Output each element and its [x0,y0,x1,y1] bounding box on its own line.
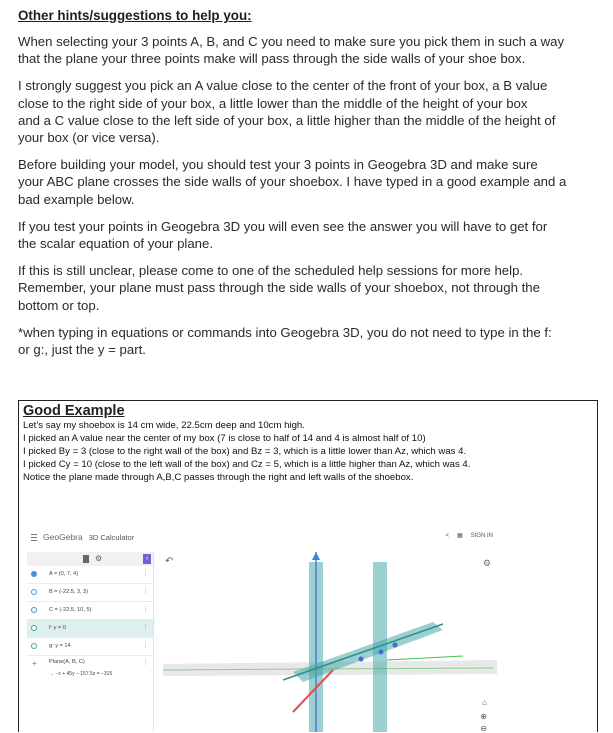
calculator-icon[interactable] [83,555,89,563]
paragraph-line: Before building your model, you should test your 3 points in Geogebra 3D and make sure [18,157,538,173]
algebra-row[interactable] [27,620,153,638]
zoom-out-icon[interactable]: ⊖ [480,724,487,733]
paragraph-line: or g:, just the y = part. [18,342,146,358]
view-settings-icon[interactable]: ⚙ [482,558,491,568]
algebra-expression: A = (0, 7, 4) [49,571,79,577]
paragraph-line: I strongly suggest you pick an A value close to the center of the front of your box, a B value [18,78,548,94]
plane-row[interactable] [27,656,153,684]
algebra-row[interactable] [27,602,153,620]
paragraph [18,262,598,314]
algebra-expression: g: y = 14 [49,643,71,649]
more-icon[interactable]: ⋮ [142,624,149,631]
visibility-toggle-icon[interactable] [31,607,37,613]
paragraph [18,324,598,358]
algebra-row[interactable] [27,584,153,602]
zoom-in-icon[interactable]: ⊕ [480,712,487,721]
paragraph-line: bad example below. [18,191,135,207]
home-icon[interactable]: ⌂ [482,698,487,707]
point-b [379,650,384,655]
plane-equation: → −x + 45y − 157.5z = −315 [49,671,113,677]
geogebra-toolbar [27,528,497,546]
good-example-title: Good Example [23,403,125,419]
paragraph [18,156,598,208]
more-icon[interactable]: ⋮ [142,642,149,649]
apps-grid-icon[interactable]: ▦ [456,533,463,539]
more-icon[interactable]: ⋮ [142,570,149,577]
paragraph-line: and a C value close to the left side of your box, a little higher than the middle of the height of [18,112,556,128]
graphics-3d-view[interactable] [163,552,497,732]
app-subtitle: 3D Calculator [88,532,135,542]
example-line: Let’s say my shoebox is 14 cm wide, 22.5cm deep and 10cm high. [23,420,305,431]
paragraph-line: close to the right side of your box, a little lower than the middle of the height of your box [18,95,528,111]
paragraph-line: your box (or vice versa). [18,130,160,146]
algebra-expression: f: y = 0 [49,625,66,631]
algebra-expression: B = (-22.5, 3, 3) [49,589,89,595]
more-icon[interactable]: ⋮ [142,659,149,666]
menu-icon[interactable] [31,534,37,541]
paragraph-line: When selecting your 3 points A, B, and C you need to make sure you pick them in such a way [18,34,565,49]
paragraph-line: the scalar equation of your plane. [18,236,214,252]
paragraph-line: that the plane your three points make will pass through the side walls of your shoe box. [18,51,526,67]
app-title: GeoGebra [43,532,83,542]
document-body [18,8,598,368]
paragraph-line: If this is still unclear, please come to one of the scheduled help sessions for more help. [18,263,524,279]
point-a [359,657,364,662]
example-line: Notice the plane made through A,B,C passes through the right and left walls of the shoebox. [23,472,414,483]
visibility-toggle-icon[interactable] [31,643,37,649]
visibility-toggle-icon[interactable] [31,571,37,577]
paragraph-line: your ABC plane crosses the side walls of your shoebox. I have typed in a good example and a [18,174,567,190]
share-icon[interactable]: < [445,532,449,539]
plus-icon[interactable]: + [32,659,37,668]
page-heading: Other hints/suggestions to help you: [18,8,252,23]
paragraph [18,77,598,146]
algebra-row[interactable] [27,566,153,584]
algebra-view [27,552,154,732]
paragraph-line: If you test your points in Geogebra 3D you will even see the answer you will have to get for [18,218,548,234]
collapse-icon[interactable]: ‹ [143,554,151,564]
settings-icon[interactable]: ⚙ [95,554,103,563]
paragraph-line: *when typing in equations or commands into Geogebra 3D, you do not need to type in the f: [18,324,552,340]
algebra-expression: C = (-22.5, 10, 5) [49,607,92,613]
more-icon[interactable]: ⋮ [142,606,149,613]
algebra-header [27,552,153,566]
plane-command: Plane(A, B, C) [49,659,85,665]
example-line: I picked Cy = 10 (close to the left wall of the box) and Cz = 5, which is a little higher than Az, which was 4. [23,459,471,470]
visibility-toggle-icon[interactable] [31,589,37,595]
paragraph [18,218,598,252]
z-axis-arrow [312,552,320,560]
paragraph-line: bottom or top. [18,297,100,313]
paragraph [18,33,598,67]
undo-icon[interactable]: ↶ [165,556,174,567]
right-line [387,656,463,660]
point-c [393,643,398,648]
more-icon[interactable]: ⋮ [142,588,149,595]
sign-in-button[interactable]: SIGN IN [470,532,493,539]
geogebra-screenshot [27,528,497,732]
visibility-toggle-icon[interactable] [31,625,37,631]
paragraph-line: Remember, your plane must pass through the side walls of your shoebox, not through the [18,280,540,296]
example-line: I picked By = 3 (close to the right wall of the box) and Bz = 3, which is a little lower than Az, which was 4. [23,446,467,457]
algebra-row[interactable] [27,638,153,656]
example-line: I picked an A value near the center of my box (7 is close to half of 14 and 4 is almost half of 10) [23,433,426,444]
